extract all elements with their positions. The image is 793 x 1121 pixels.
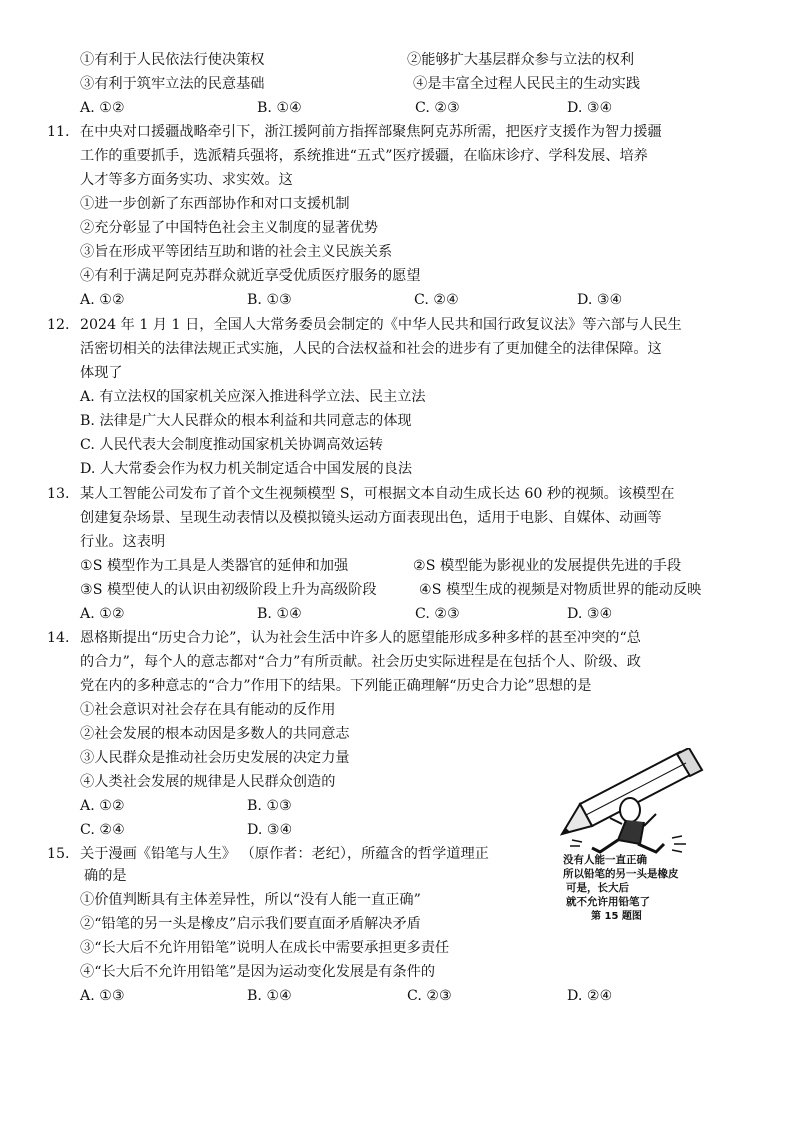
q13-option-a[interactable]: A. ①② [80,606,125,622]
q11-stem-line-3: 人才等多方面务实功、求实效。这 [80,172,293,188]
q11-statement-4: ④有利于满足阿克苏群众就近享受优质医疗服务的愿望 [80,268,421,284]
q14-option-c[interactable]: C. ②④ [80,822,125,838]
q12-option-c[interactable]: C. 人民代表大会制度推动国家机关协调高效运转 [80,437,384,453]
q13-option-d[interactable]: D. ③④ [567,606,613,622]
q12-option-d[interactable]: D. 人大常委会作为权力机关制定适合中国发展的良法 [80,461,413,477]
q15-number: 15. [47,846,70,862]
q12-number: 12. [47,317,70,333]
q10-statement-1: ①有利于人民依法行使决策权 [80,52,265,68]
q12-option-a[interactable]: A. 有立法权的国家机关应深入推进科学立法、民主立法 [80,389,426,405]
q11-statement-3: ③旨在形成平等团结互助和谐的社会主义民族关系 [80,244,393,260]
q10-statement-4: ④是丰富全过程人民民主的生动实践 [413,76,641,92]
q13-statement-4: ④S 模型生成的视频是对物质世界的能动反映 [419,582,702,598]
cartoon-caption-line-2: 所以铅笔的另一头是橡皮 [563,868,679,880]
q13-number: 13. [47,486,70,502]
q11-option-d[interactable]: D. ③④ [577,292,623,308]
q14-option-b[interactable]: B. ①③ [247,798,292,814]
q11-option-b[interactable]: B. ①③ [247,292,292,308]
q15-stem-line-1: 关于漫画《铅笔与人生》 （原作者：老纪），所蕴含的哲学道理正 [80,846,489,862]
q15-statement-1: ①价值判断具有主体差异性，所以“没有人能一直正确” [80,892,421,908]
q15-option-a[interactable]: A. ①③ [80,988,125,1004]
q13-option-b[interactable]: B. ①④ [257,606,302,622]
q14-statement-1: ①社会意识对社会存在具有能动的反作用 [80,702,336,718]
q13-statement-3: ③S 模型使人的认识由初级阶段上升为高级阶段 [80,582,377,598]
q15-statement-4: ④“长大后不允许用铅笔”是因为运动变化发展是有条件的 [80,964,436,980]
q15-statement-3: ③“长大后不允许用铅笔”说明人在成长中需要承担更多责任 [80,940,450,956]
q14-stem-line-2: 的合力”，每个人的意志都对“合力”有所贡献。社会历史实际进程是在包括个人、阶级、政 [80,654,641,670]
q15-stem-line-2: 确的是 [84,868,127,884]
q14-option-a[interactable]: A. ①② [80,798,125,814]
q13-stem-line-1: 某人工智能公司发布了首个文生视频模型 S，可根据文本自动生成长达 60 秒的视频。该模型在 [80,486,675,502]
q15-option-c[interactable]: C. ②③ [407,988,452,1004]
q13-option-c[interactable]: C. ②③ [415,606,460,622]
q10-statement-3: ③有利于筑牢立法的民意基础 [80,76,265,92]
q11-option-a[interactable]: A. ①② [80,292,125,308]
q15-statement-2: ②“铅笔的另一头是橡皮”启示我们要直面矛盾解决矛盾 [80,916,421,932]
q14-stem-line-3: 党在内的多种意志的“合力”作用下的结果。下列能正确理解“历史合力论”思想的是 [80,678,592,694]
q15-option-d[interactable]: D. ②④ [567,988,613,1004]
q10-option-a[interactable]: A. ①② [80,100,125,116]
q10-statement-2: ②能够扩大基层群众参与立法的权利 [407,52,635,68]
q11-stem-line-1: 在中央对口援疆战略牵引下，浙江援阿前方指挥部聚焦阿克苏所需，把医疗支援作为智力援疆 [80,124,662,140]
q13-statement-1: ①S 模型作为工具是人类器官的延伸和加强 [80,558,349,574]
q11-option-c[interactable]: C. ②④ [414,292,459,308]
q12-stem-line-2: 活密切相关的法律法规正式实施，人民的合法权益和社会的进步有了更加健全的法律保障。这 [80,341,662,357]
q14-stem-line-1: 恩格斯提出“历史合力论”，认为社会生活中许多人的愿望能形成多种多样的甚至冲突的“总 [80,630,641,646]
q14-number: 14. [47,630,70,646]
figure-label: 第 15 题图 [591,911,642,922]
q14-statement-2: ②社会发展的根本动因是多数人的共同意志 [80,726,350,742]
q14-option-d[interactable]: D. ③④ [247,822,293,838]
q13-stem-line-2: 创建复杂场景、呈现生动表情以及模拟镜头运动方面表现出色，适用于电影、自媒体、动画等 [80,510,662,526]
q14-statement-4: ④人类社会发展的规律是人民群众创造的 [80,774,336,790]
q10-option-b[interactable]: B. ①④ [257,100,302,116]
q10-option-c[interactable]: C. ②③ [415,100,460,116]
cartoon-caption-line-4: 就不允许用铅笔了 [566,896,650,908]
q11-stem-line-2: 工作的重要抓手，选派精兵强将，系统推进“五式”医疗援疆，在临床诊疗、学科发展、培养 [80,148,648,164]
cartoon-caption-line-1: 没有人能一直正确 [563,854,647,866]
q10-option-d[interactable]: D. ③④ [567,100,613,116]
q13-stem-line-3: 行业。这表明 [80,534,166,550]
q11-statement-2: ②充分彰显了中国特色社会主义制度的显著优势 [80,220,378,236]
q13-statement-2: ②S 模型能为影视业的发展提供先进的手段 [413,558,682,574]
q12-stem-line-1: 2024 年 1 月 1 日，全国人大常务委员会制定的《中华人民共和国行政复议法》等六部与人民生 [80,317,682,333]
cartoon-caption-line-3: 可是，长大后 [566,882,629,894]
q11-number: 11. [47,124,70,140]
q12-stem-line-3: 体现了 [80,365,123,381]
q14-statement-3: ③人民群众是推动社会历史发展的决定力量 [80,750,350,766]
q15-option-b[interactable]: B. ①④ [247,988,292,1004]
q12-option-b[interactable]: B. 法律是广大人民群众的根本利益和共同意志的体现 [80,413,412,429]
q11-statement-1: ①进一步创新了东西部协作和对口支援机制 [80,196,350,212]
